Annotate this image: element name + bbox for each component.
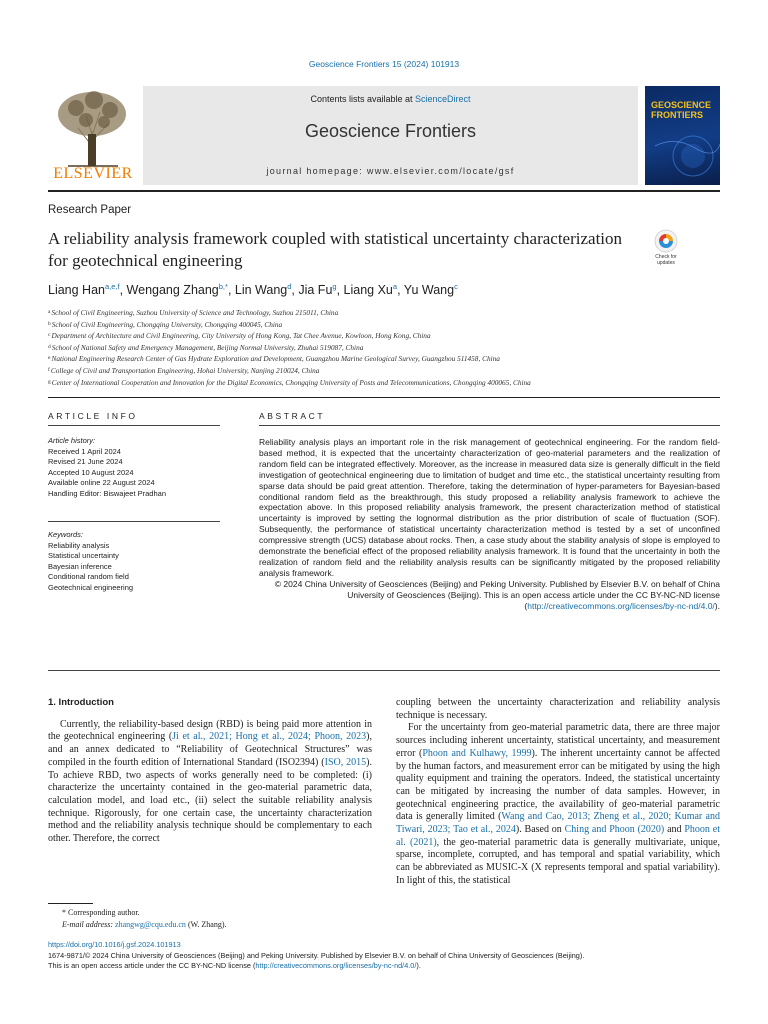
elsevier-logo[interactable]	[48, 86, 138, 185]
affiliation-item	[48, 319, 720, 331]
license-link[interactable]: http://creativecommons.org/licenses/by-nc-nd/4.0/	[527, 600, 715, 611]
keyword-item: Bayesian inference	[48, 561, 112, 571]
text-run: ), and an annex dedicated to “Reliability of Geotechnical Structures” was compiled in the fourth edition of International Standard (ISO2394) (	[48, 731, 372, 768]
journal-banner	[143, 86, 638, 185]
keyword-item: Reliability analysis	[48, 540, 110, 550]
corresponding-author-note	[62, 907, 372, 919]
text-run: ). Based on	[515, 824, 565, 836]
article-history	[48, 436, 220, 499]
affiliation-text: Center of International Cooperation and Innovation for the Digital Economics, Chongqing University of Posts and Telecommunications, Chongqing 400065, China	[51, 377, 531, 387]
email-note	[62, 919, 372, 931]
history-item: Available online 22 August 2024	[48, 478, 155, 487]
email-owner: (W. Zhang).	[185, 920, 227, 929]
contents-line	[143, 94, 638, 104]
journal-cover-image[interactable]	[645, 86, 720, 185]
history-item: Received 1 April 2024	[48, 446, 121, 456]
email-label: E-mail address:	[62, 920, 116, 929]
journal-header	[48, 86, 720, 185]
author-affiliation-marker[interactable]: c	[454, 282, 458, 291]
article-title: A reliability analysis framework coupled with statistical uncertainty characterization for geotechnical engineering	[48, 229, 623, 270]
affiliation-list	[48, 307, 720, 388]
author-affiliation-marker[interactable]: d	[287, 282, 292, 291]
sciencedirect-link[interactable]: ScienceDirect	[415, 94, 471, 104]
text-run: Currently, the reliability-based design (RBD) is being paid more attention in the geotechnical engineering (	[48, 718, 372, 743]
citation-link[interactable]: Phoon et al. (2021)	[396, 824, 720, 848]
journal-title[interactable]: Geoscience Frontiers	[304, 121, 477, 141]
copyright-end: ).	[714, 600, 720, 611]
citation-link[interactable]: Wang and Cao, 2013; Zheng et al., 2020; Kumar and Tiwari, 2023; Tao et al., 2024	[396, 811, 720, 836]
citation-link[interactable]: Ching and Phoon (2020)	[564, 824, 665, 836]
affiliation-text: School of National Safety and Emergency Management, Beijing Normal University, Zhuhai 519087, China	[51, 342, 364, 352]
abstract-text: Reliability analysis plays an important role in the risk management of geotechnical engineering. For the random field-based method, it is expected that the uncertainty characterization of geo-material parameters and the realization of random field can be integrated effectively. Moreover, as the increase in measured data size is generally difficult in the field investigation of geotechnical engineering due to limitation of budget and time etc., the statistical uncertainty resulting from sparse data should be paid great attention. Therefore, taking the determination of hyper-parameters for Bayesian-based conditional random field as the breakthrough, this study proposed a reliability analysis framework to achieve the expectation above. In this proposed reliability analysis framework, the present characterization method of statistical uncertainty is improved by setting the lognormal distribution as the prior distribution of scale of fluctuation (SOF). Subsequently, the performance of statistical uncertainty characterization method is tested by a set of unconfined compressive strength (UCS) database about rocks. Then, a case study about the stability analysis of slope is employed to demonstrate the beneficial effect of the proposed reliability analysis framework. It is found that the uncertainty in both the realization of random field and the reliability analysis results can be significantly mitigated by the proposed reliability analysis framework.	[259, 437, 720, 578]
history-item: Accepted 10 August 2024	[48, 467, 134, 477]
affiliation-item	[48, 353, 720, 365]
affiliation-text: School of Civil Engineering, Suzhou University of Science and Technology, Suzhou 215011, China	[51, 308, 339, 317]
body-column-right	[396, 697, 720, 888]
text-run: and	[664, 824, 685, 836]
author-separator: ,	[397, 283, 404, 298]
elsevier-tree-icon	[48, 86, 138, 168]
citation-link[interactable]: ISO, 2015	[324, 756, 367, 768]
text-run: , the geo-material parametric data is generally multivariate, unique, sparse, incomplete, corrupted, and has temporal and spatial variability, which can be abbreviated as MUSIC-X (X represents temporal and spatial variability). In light of this, the statistical	[396, 836, 720, 886]
author-affiliation-marker[interactable]: a,e,f	[105, 282, 120, 291]
affiliation-key: e	[48, 355, 51, 362]
citation-link[interactable]: Phoon and Kulhawy, 1999	[422, 747, 532, 759]
text-run: For the uncertainty from geo-material parametric data, there are three major sources including inherent uncertainty, statistical uncertainty, and measurement error (	[396, 722, 720, 759]
footnote-star: *	[62, 908, 66, 917]
keywords	[48, 530, 220, 593]
keyword-item: Statistical uncertainty	[48, 551, 119, 560]
affiliation-item	[48, 342, 720, 354]
author-separator: ,	[119, 283, 127, 298]
author-name[interactable]: Liang Han	[48, 283, 105, 298]
affiliation-item	[48, 330, 720, 342]
author-separator: ,	[227, 283, 235, 298]
affiliation-key: d	[48, 343, 51, 350]
header-rule	[48, 190, 720, 192]
affiliation-key: g	[48, 378, 51, 385]
affiliation-key: b	[48, 320, 51, 327]
copyright-text: © 2024 China University of Geosciences (Beijing) and Peking University. Published by Elsevier B.V. on behalf of China University of Geosciences (Beijing). This is an open access article under the CC BY-NC-ND license (	[274, 578, 720, 611]
abstract-heading: ABSTRACT	[259, 411, 326, 421]
footer-copyright: 1674-9871/© 2024 China University of Geosciences (Beijing) and Peking University. Published by Elsevier B.V. on behalf of China University of Geosciences (Beijing).	[48, 950, 585, 960]
author-separator: ,	[291, 283, 299, 298]
author-affiliation-marker[interactable]: a	[392, 282, 398, 291]
article-info-heading: ARTICLE INFO	[48, 411, 138, 421]
text-run: ).	[416, 961, 421, 971]
cover-art-icon	[645, 86, 720, 185]
paper-type: Research Paper	[48, 204, 132, 216]
footnote-rule	[48, 903, 93, 904]
author-separator: ,	[336, 283, 344, 298]
author-list	[48, 282, 458, 297]
cover-title-line2: FRONTIERS	[651, 110, 704, 120]
affiliation-item	[48, 365, 720, 377]
cover-title-line1: GEOSCIENCE	[651, 100, 712, 110]
keyword-item: Geotechnical engineering	[48, 582, 134, 592]
elsevier-wordmark: ELSEVIER	[53, 165, 133, 182]
check-updates-label: Check for updates	[655, 254, 677, 266]
section-heading-introduction: 1. Introduction	[48, 697, 114, 708]
abstract-rule-top	[259, 425, 720, 426]
body-column-left	[48, 697, 372, 846]
info-rule-top	[48, 425, 220, 426]
intro-paragraph	[396, 722, 720, 887]
text-run: ). The inherent uncertainty cannot be affected by the human factors, and measurement error can be mitigated by using the high quality equipment and training the operators. Indeed, the statistical uncertainty can be mitigated by increasing the number of data samples. However, in geotechnical engineering practice, the availability of geo-material parametric data is generally limited (	[396, 747, 720, 823]
contents-prefix: Contents lists available at	[310, 94, 416, 104]
section-rule	[48, 397, 720, 398]
affiliation-item	[48, 307, 720, 319]
check-for-updates-badge[interactable]	[647, 229, 685, 269]
affiliation-text: Department of Architecture and Civil Engineering, City University of Hong Kong, Tat Chee Avenue, Kowloon, Hong Kong, China	[51, 331, 431, 341]
intro-paragraph	[48, 719, 372, 846]
abstract-copyright	[259, 579, 720, 612]
affiliation-key: a	[48, 309, 51, 315]
check-updates-icon	[647, 229, 685, 255]
history-heading: Article history:	[48, 436, 96, 445]
affiliation-key: c	[48, 332, 51, 339]
author-name[interactable]: Jia Fu	[298, 283, 333, 298]
abstract-rule-bottom	[48, 670, 720, 671]
author-name[interactable]: Yu Wang	[403, 283, 455, 298]
abstract-body	[259, 437, 720, 612]
affiliation-item	[48, 377, 720, 389]
affiliation-text: National Engineering Research Center of Gas Hydrate Exploration and Development, Guangzhou Marine Geological Survey, Guangzhou 511458, China	[51, 354, 500, 364]
keyword-item: Conditional random field	[48, 572, 129, 581]
history-item: Handling Editor: Biswajeet Pradhan	[48, 488, 166, 498]
citation-link[interactable]: Ji et al., 2021; Hong et al., 2024; Phoon, 2023	[172, 731, 367, 743]
history-item: Revised 21 June 2024	[48, 457, 123, 466]
intro-paragraph-continued: coupling between the uncertainty characterization and reliability analysis technique is necessary.	[396, 697, 720, 721]
journal-reference[interactable]: Geoscience Frontiers 15 (2024) 101913	[308, 59, 460, 69]
page-footer	[48, 940, 720, 972]
journal-homepage[interactable]: journal homepage: www.elsevier.com/locate/gsf	[266, 166, 515, 176]
doi-link[interactable]: https://doi.org/10.1016/j.gsf.2024.101913	[48, 940, 181, 949]
info-rule-mid	[48, 521, 220, 522]
author-affiliation-marker[interactable]: b,*	[218, 282, 228, 291]
footnote-text: Corresponding author.	[68, 908, 140, 917]
author-name[interactable]: Wengang Zhang	[126, 283, 219, 298]
author-affiliation-marker[interactable]: g	[332, 282, 337, 291]
keywords-heading: Keywords:	[48, 530, 84, 539]
affiliation-text: School of Civil Engineering, Chongqing University, Chongqing 400045, China	[51, 319, 283, 329]
text-run: This is an open access article under the CC BY-NC-ND license (	[48, 961, 256, 971]
email-link[interactable]: zhangwg@cqu.edu.cn	[115, 920, 186, 929]
footer-license-link[interactable]: http://creativecommons.org/licenses/by-nc-nd/4.0/	[255, 961, 417, 971]
author-name[interactable]: Lin Wang	[234, 283, 288, 298]
footnote	[48, 907, 372, 931]
affiliation-key: f	[48, 366, 50, 373]
author-name[interactable]: Liang Xu	[343, 283, 393, 298]
affiliation-text: College of Civil and Transportation Engineering, Hohai University, Nanjing 210024, China	[50, 365, 320, 375]
footer-license	[48, 961, 720, 972]
text-run: ). To achieve RBD, two aspects of works generally need to be completed: (i) characterize the uncertainty contained in the geo-material parametric data, calculation model, and load etc., (ii) select the suitable reliability analysis technique. Rigorously, for one certain case, the uncertainty characterization method and the reliability analysis technique should be complementary to each other. Therefore, the correct	[48, 756, 372, 845]
